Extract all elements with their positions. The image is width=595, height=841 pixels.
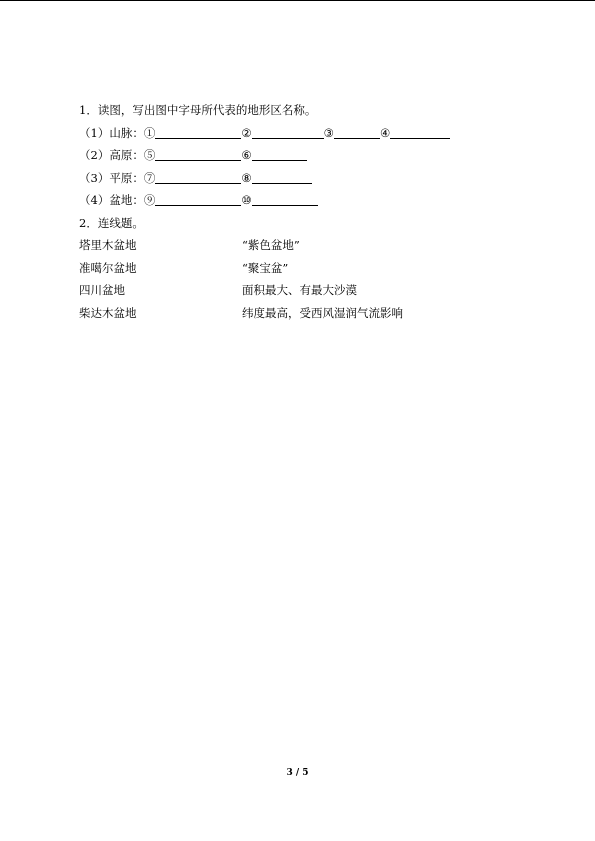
mark: ⑧: [241, 170, 252, 185]
mark: ③: [323, 125, 334, 140]
answer-blank[interactable]: [155, 124, 241, 139]
q1-title: 1．读图，写出图中字母所代表的地形区名称。: [79, 103, 317, 117]
row-label: （1）山脉：: [79, 125, 144, 140]
match-right-item[interactable]: “紫色盆地”: [242, 238, 300, 252]
match-right-item[interactable]: 面积最大、有最大沙漠: [242, 283, 357, 297]
mark: ⑨: [143, 193, 156, 207]
worksheet: [79, 99, 519, 324]
answer-blank[interactable]: [252, 169, 312, 184]
row-label: （2）高原：: [79, 148, 144, 162]
match-left-item[interactable]: 四川盆地: [79, 283, 125, 297]
mark: ⑦: [143, 170, 156, 185]
match-row: [79, 279, 519, 302]
match-row: [79, 257, 519, 280]
match-right-item[interactable]: 纬度最高，受西风湿润气流影响: [242, 305, 403, 320]
q1-row-mountains: [79, 122, 519, 145]
page-number: 3 / 5: [286, 768, 309, 778]
mark: ①: [143, 125, 156, 140]
match-right-item[interactable]: “聚宝盆”: [242, 260, 289, 275]
mark: ⑥: [241, 148, 252, 162]
mark: ⑤: [143, 148, 156, 162]
answer-blank[interactable]: [252, 146, 307, 161]
answer-blank[interactable]: [390, 124, 450, 139]
match-left-item[interactable]: 塔里木盆地: [79, 238, 137, 252]
mark: ④: [379, 125, 391, 140]
q1-row-basins: [79, 189, 519, 212]
mark: ⑩: [241, 193, 252, 207]
q1-row-plateaus: [79, 144, 519, 167]
answer-blank[interactable]: [252, 191, 318, 206]
answer-blank[interactable]: [155, 191, 241, 206]
mark: ②: [241, 125, 252, 140]
answer-blank[interactable]: [155, 146, 241, 161]
row-label: （4）盆地：: [79, 193, 144, 207]
top-rule: [0, 0, 595, 1]
match-left-item[interactable]: 准噶尔盆地: [79, 260, 137, 275]
q2-title: 2．连线题。: [79, 215, 144, 230]
q1-row-plains: [79, 167, 519, 190]
answer-blank[interactable]: [252, 124, 324, 139]
match-row: [79, 302, 519, 325]
match-left-item[interactable]: 柴达木盆地: [79, 305, 137, 320]
row-label: （3）平原：: [79, 170, 144, 185]
answer-blank[interactable]: [334, 124, 380, 139]
match-row: [79, 234, 519, 257]
answer-blank[interactable]: [155, 169, 241, 184]
